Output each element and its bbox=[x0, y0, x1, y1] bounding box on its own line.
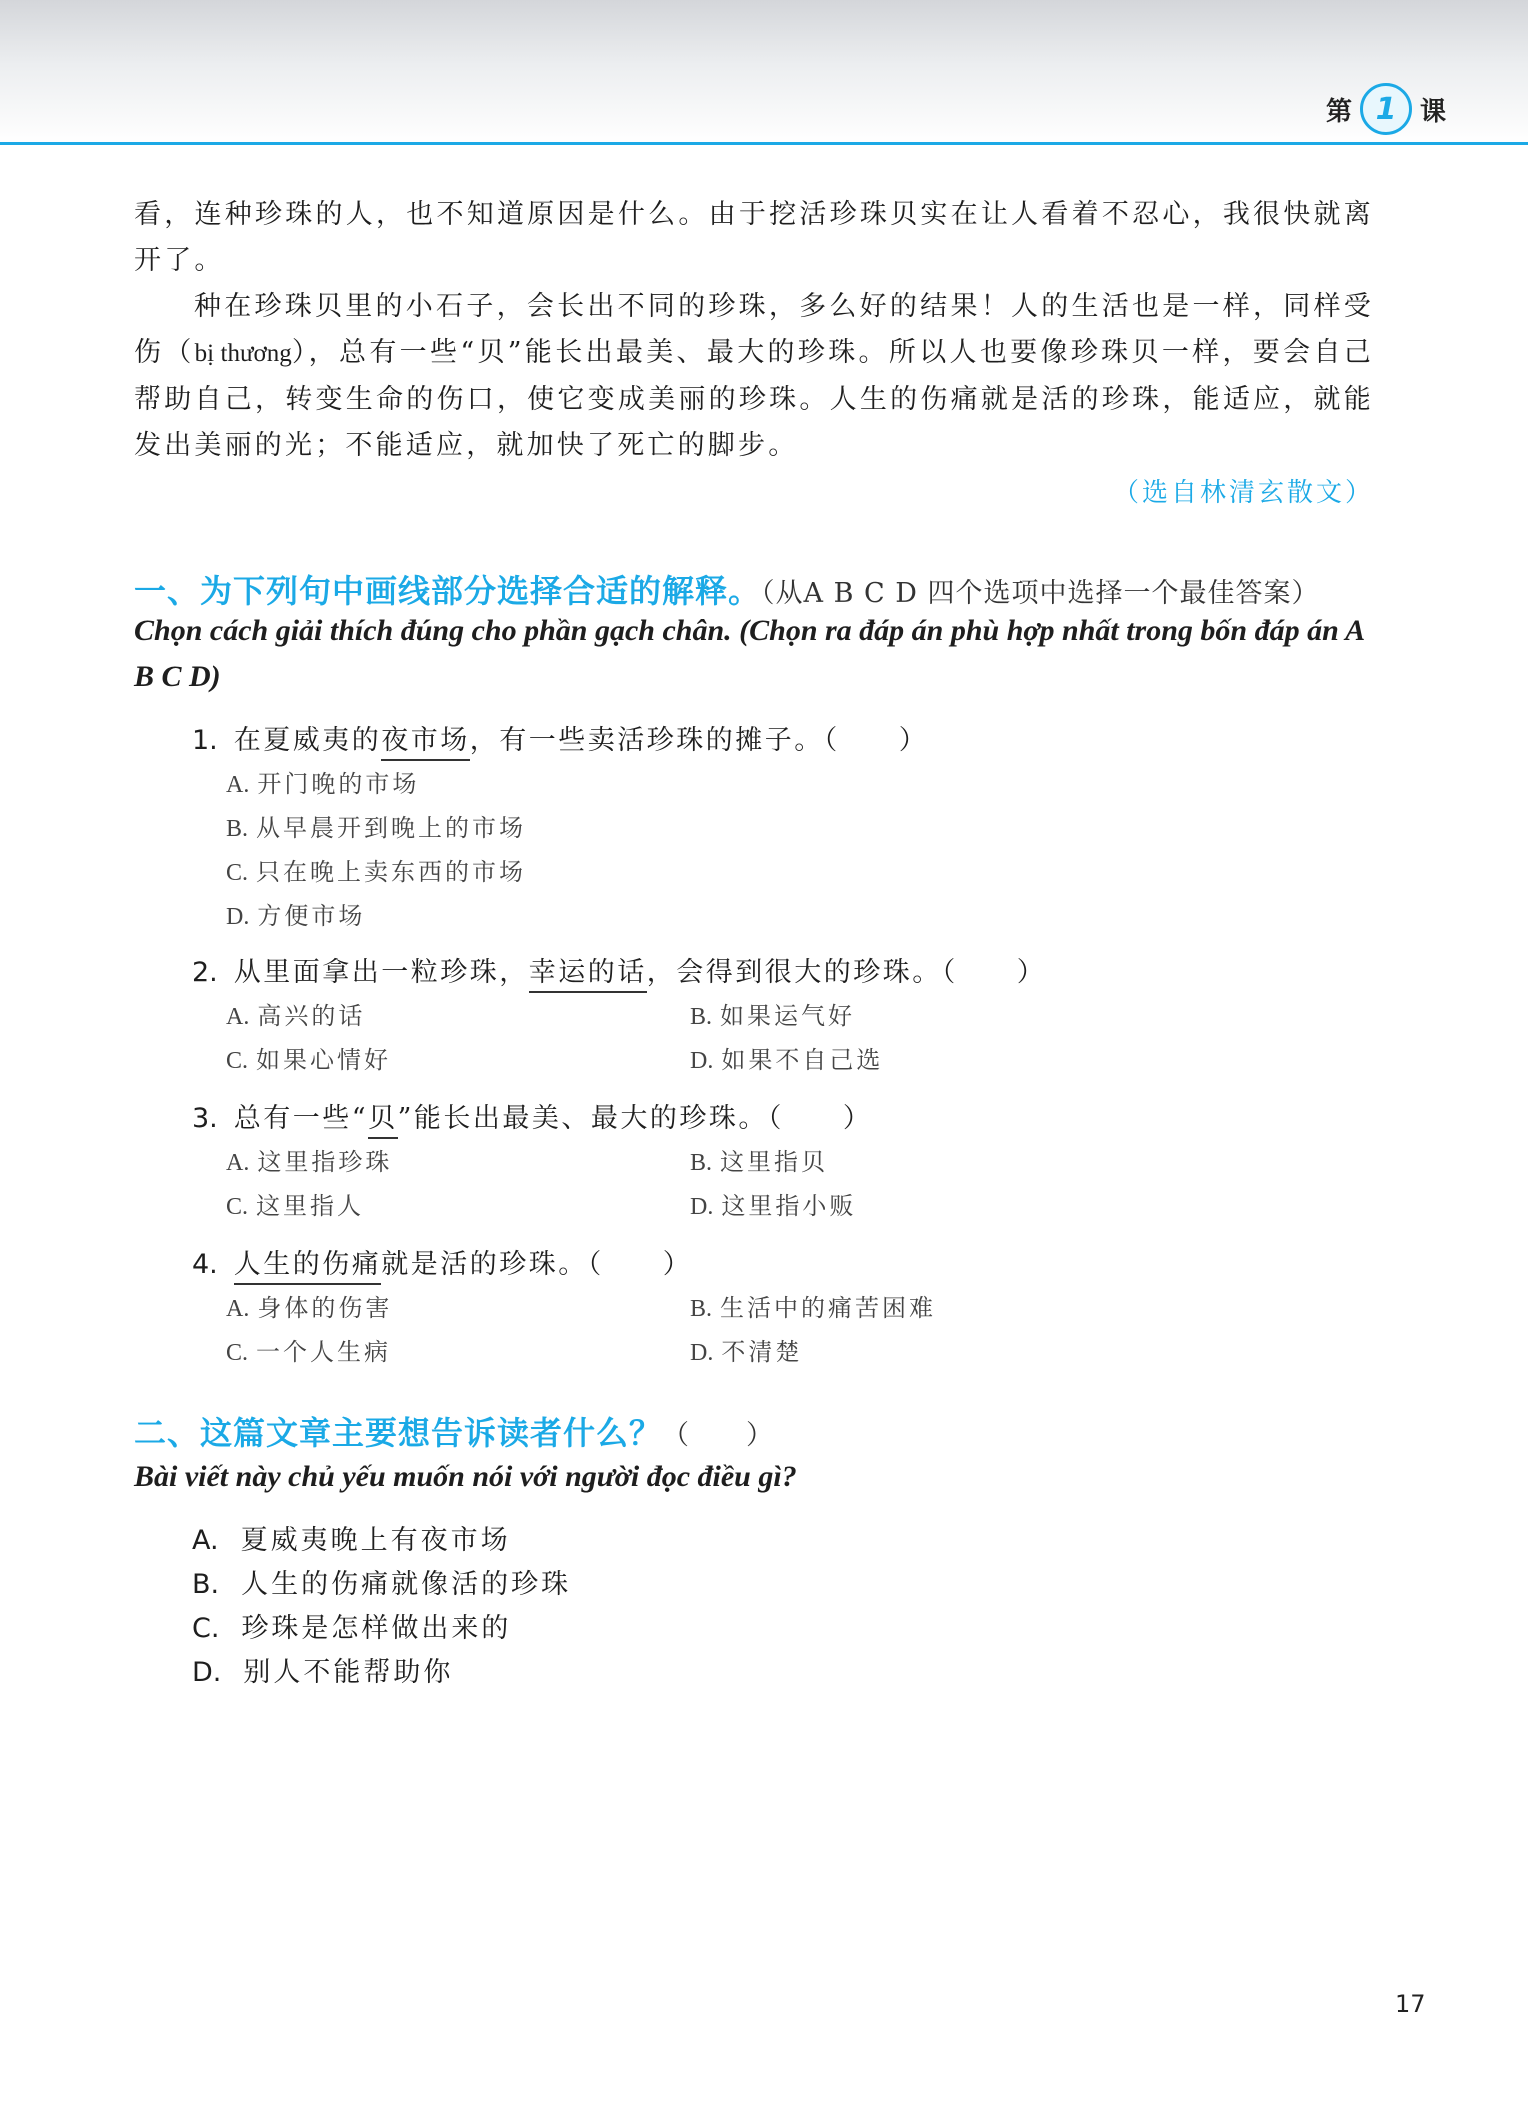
q2-option-b[interactable]: B. 如果运气好 bbox=[690, 1002, 856, 1030]
underlined-phrase: 人生的伤痛 bbox=[234, 1249, 382, 1285]
q2-option-d[interactable]: D. 如果不自己选 bbox=[690, 1046, 884, 1074]
passage-paragraph-2: 种在珍珠贝里的小石子，会长出不同的珍珠，多么好的结果！人的生活也是一样，同样受伤（bị thương），总有一些“贝”能长出最美、最大的珍珠。所以人也要像珍珠贝一样，要会自己帮助自己，转变生命的伤口，使它变成美丽的珍珠。人生的伤痛就是活的珍珠，能适应，就能发出美丽的光；不能适应，就加快了死亡的脚步。 bbox=[134, 291, 1374, 461]
question-4: 4. 人生的伤痛就是活的珍珠。（ ） bbox=[192, 1242, 692, 1281]
s2-option-a[interactable]: A. 夏威夷晚上有夜市场 bbox=[192, 1525, 511, 1556]
section2-title: 二、这篇文章主要想告诉读者什么？（ ） bbox=[134, 1414, 775, 1452]
underlined-phrase: 夜市场 bbox=[381, 725, 470, 761]
q1-option-d[interactable]: D. 方便市场 bbox=[226, 902, 366, 930]
section2-answer-paren: （ ） bbox=[662, 1420, 775, 1451]
lesson-suffix: 课 bbox=[1420, 96, 1447, 127]
lesson-number-badge: 1 bbox=[1360, 83, 1412, 135]
section1-title: 一、为下列句中画线部分选择合适的解释。（从A B C D 四个选项中选择一个最佳答案） bbox=[134, 572, 1320, 610]
lesson-prefix: 第 bbox=[1326, 96, 1353, 127]
pinyin-note: bị thương bbox=[194, 340, 292, 367]
lesson-tag bbox=[1326, 82, 1446, 136]
q2-option-c[interactable]: C. 如果心情好 bbox=[226, 1046, 392, 1074]
q4-option-b[interactable]: B. 生活中的痛苦困难 bbox=[690, 1294, 937, 1322]
question-1: 1. 在夏威夷的夜市场，有一些卖活珍珠的摊子。（ ） bbox=[192, 718, 928, 757]
page-header-band bbox=[0, 0, 1528, 144]
q4-option-d[interactable]: D. 不清楚 bbox=[690, 1338, 803, 1366]
page-number: 17 bbox=[1395, 1990, 1426, 2018]
passage-source: （选自林清玄散文） bbox=[1112, 478, 1374, 508]
reading-passage bbox=[134, 192, 1374, 469]
s2-option-b[interactable]: B. 人生的伤痛就像活的珍珠 bbox=[192, 1569, 572, 1600]
q1-option-b[interactable]: B. 从早晨开到晚上的市场 bbox=[226, 814, 527, 842]
header-rule bbox=[0, 142, 1528, 145]
underlined-phrase: 贝 bbox=[368, 1103, 398, 1139]
s2-option-d[interactable]: D. 别人不能帮助你 bbox=[192, 1657, 454, 1688]
passage-paragraph-1: 看，连种珍珠的人，也不知道原因是什么。由于挖活珍珠贝实在让人看着不忍心，我很快就离开了。 bbox=[134, 199, 1374, 276]
question-2: 2. 从里面拿出一粒珍珠，幸运的话，会得到很大的珍珠。（ ） bbox=[192, 950, 1046, 989]
q4-option-c[interactable]: C. 一个人生病 bbox=[226, 1338, 392, 1366]
q1-option-c[interactable]: C. 只在晚上卖东西的市场 bbox=[226, 858, 527, 886]
q3-option-b[interactable]: B. 这里指贝 bbox=[690, 1148, 829, 1176]
section1-note: （从A B C D 四个选项中选择一个最佳答案） bbox=[761, 578, 1320, 609]
q3-option-d[interactable]: D. 这里指小贩 bbox=[690, 1192, 857, 1220]
underlined-phrase: 幸运的话 bbox=[529, 957, 647, 993]
q3-option-c[interactable]: C. 这里指人 bbox=[226, 1192, 365, 1220]
section2-vietnamese-instruction: Bài viết này chủ yếu muốn nói với người đọc điều gì? bbox=[134, 1460, 797, 1493]
q3-option-a[interactable]: A. 这里指珍珠 bbox=[226, 1148, 393, 1176]
q1-option-a[interactable]: A. 开门晚的市场 bbox=[226, 770, 420, 798]
q4-option-a[interactable]: A. 身体的伤害 bbox=[226, 1294, 393, 1322]
question-3: 3. 总有一些“贝”能长出最美、最大的珍珠。（ ） bbox=[192, 1096, 872, 1135]
section1-vietnamese-instruction: Chọn cách giải thích đúng cho phần gạch chân. (Chọn ra đáp án phù hợp nhất trong bốn đáp án A B C D) bbox=[134, 614, 1364, 693]
q2-option-a[interactable]: A. 高兴的话 bbox=[226, 1002, 366, 1030]
s2-option-c[interactable]: C. 珍珠是怎样做出来的 bbox=[192, 1613, 512, 1644]
